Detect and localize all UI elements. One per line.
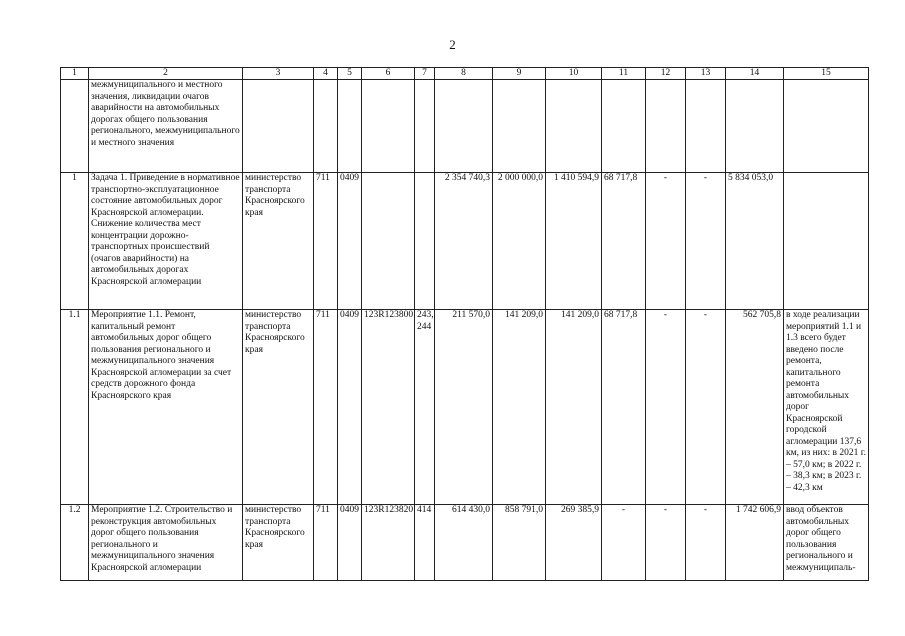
row-number [61,80,89,173]
row-section: 0409 [338,173,362,310]
row-executor: министерство транспорта Красноярского края [243,310,314,505]
row-number: 1 [61,173,89,310]
row-value-10: 1 410 594,9 [546,173,602,310]
row-executor: министерство транспорта Красноярского края [243,173,314,310]
row-number: 1.2 [61,505,89,581]
row-result [784,80,869,173]
col-header-2: 2 [89,68,243,80]
row-value-8: 211 570,0 [435,310,493,505]
row-description: Мероприятие 1.1. Ремонт, капитальный ремонт автомобильных дорог общего пользования регионального и межмуниципального значения Красноярской агломерации за счет средств дорожного фонда Красноярского края [89,310,243,505]
row-value-11 [602,80,646,173]
row-result [784,173,869,310]
row-value-9: 858 791,0 [493,505,546,581]
row-section: 0409 [338,310,362,505]
table-row [61,173,869,310]
col-header-8: 8 [435,68,493,80]
row-executor [243,80,314,173]
row-grbs: 711 [314,505,338,581]
row-value-9: 2 000 000,0 [493,173,546,310]
row-value-9 [493,80,546,173]
row-expense-type: 414 [415,505,435,581]
row-grbs [314,80,338,173]
row-value-9: 141 209,0 [493,310,546,505]
row-target-article: 123R123820 [362,505,415,581]
row-target-article: 123R123800 [362,310,415,505]
row-value-10: 141 209,0 [546,310,602,505]
row-value-11: 68 717,8 [602,173,646,310]
table-row [61,310,869,505]
row-result: ввод объектов автомобильных дорог общего пользования регионального и межмуниципаль- [784,505,869,581]
table-row [61,505,869,581]
col-header-14: 14 [726,68,784,80]
row-target-article [362,80,415,173]
row-value-12 [646,80,686,173]
col-header-7: 7 [415,68,435,80]
col-header-10: 10 [546,68,602,80]
row-expense-type [415,80,435,173]
col-header-15: 15 [784,68,869,80]
row-expense-type [415,173,435,310]
row-executor: министерство транспорта Красноярского края [243,505,314,581]
row-section: 0409 [338,505,362,581]
row-description: межмуниципального и местного значения, ликвидации очагов аварийности на автомобильных дорогах общего пользования регионального, межмуниципального и местного значения [89,80,243,173]
page-number: 2 [449,37,456,52]
program-table [60,67,869,581]
row-value-13: - [686,310,726,505]
col-header-5: 5 [338,68,362,80]
row-section [338,80,362,173]
row-value-8 [435,80,493,173]
col-header-3: 3 [243,68,314,80]
row-expense-type: 243, 244 [415,310,435,505]
row-value-12: - [646,505,686,581]
row-grbs: 711 [314,173,338,310]
col-header-12: 12 [646,68,686,80]
row-value-10: 269 385,9 [546,505,602,581]
row-value-8: 614 430,0 [435,505,493,581]
row-value-13: - [686,505,726,581]
row-value-13 [686,80,726,173]
row-grbs: 711 [314,310,338,505]
col-header-9: 9 [493,68,546,80]
row-value-12: - [646,173,686,310]
row-total: 562 705,8 [726,310,784,505]
row-total: 5 834 053,0 [726,173,784,310]
table-row [61,80,869,173]
row-value-13: - [686,173,726,310]
row-value-10 [546,80,602,173]
col-header-4: 4 [314,68,338,80]
col-header-11: 11 [602,68,646,80]
row-total: 1 742 606,9 [726,505,784,581]
column-number-row [61,68,869,80]
row-value-11: 68 717,8 [602,310,646,505]
row-description: Мероприятие 1.2. Строительство и реконструкция автомобильных дорог общего пользования регионального и межмуниципального значения Красноярской агломерации [89,505,243,581]
row-value-11: - [602,505,646,581]
row-target-article [362,173,415,310]
row-result: в ходе реализации мероприятий 1.1 и 1.3 всего будет введено после ремонта, капитального ремонта автомобильных дорог Красноярской городской агломерации 137,6 км, из них: в 2021 г. – 57,0 км; в 2022 г. – 38,3 км; в 2023 г. – 42,3 км [784,310,869,505]
col-header-6: 6 [362,68,415,80]
row-value-12: - [646,310,686,505]
col-header-1: 1 [61,68,89,80]
row-total [726,80,784,173]
row-value-8: 2 354 740,3 [435,173,493,310]
row-number: 1.1 [61,310,89,505]
row-description: Задача 1. Приведение в нормативное транспортно-эксплуатационное состояние автомобильных дорог Красноярской агломерации. Снижение количества мест концентрации дорожно-транспортных происшествий (очагов аварийности) на автомобильных дорогах Красноярской агломерации [89,173,243,310]
col-header-13: 13 [686,68,726,80]
